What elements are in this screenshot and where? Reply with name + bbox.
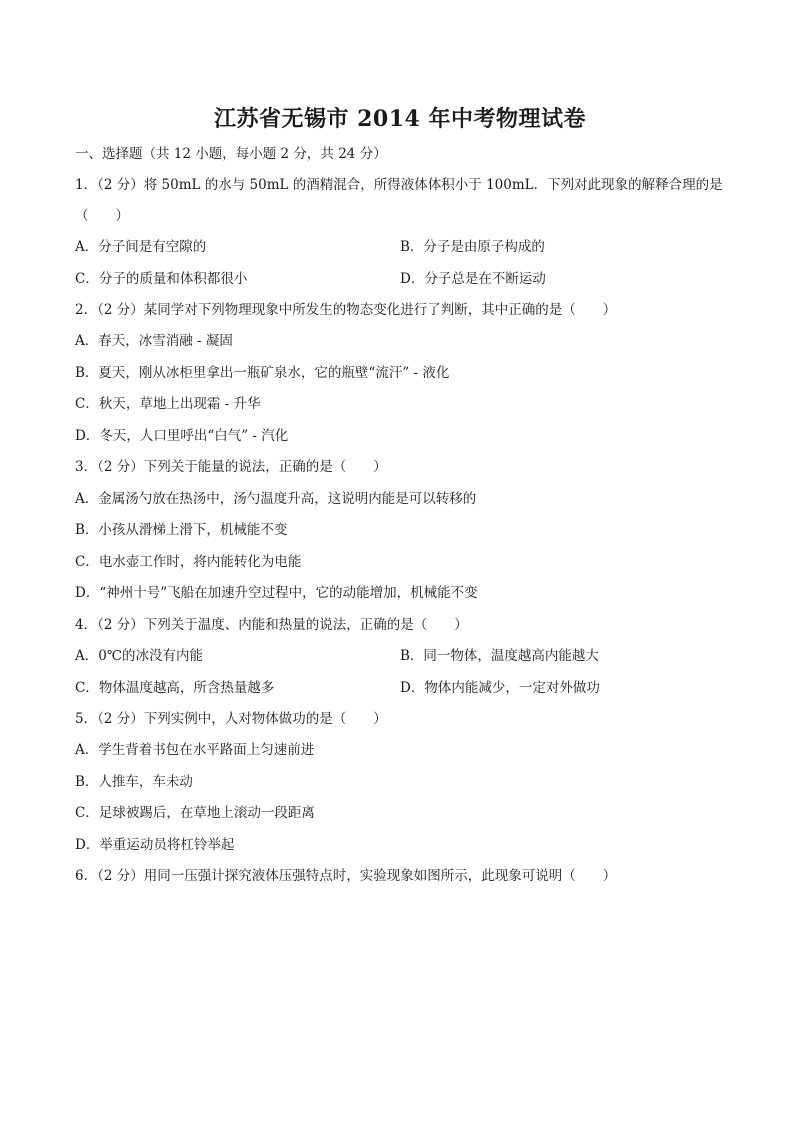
question-4-option-d: D．物体内能减少，一定对外做功 bbox=[400, 680, 600, 696]
question-2-option-a: A．春天，冰雪消融 - 凝固 bbox=[75, 333, 233, 349]
question-2-option-c: C．秋天，草地上出现霜 - 升华 bbox=[75, 396, 261, 412]
question-5-option-c: C．足球被踢后，在草地上滚动一段距离 bbox=[75, 805, 315, 821]
question-3-option-a: A．金属汤勺放在热汤中，汤勺温度升高，这说明内能是可以转移的 bbox=[75, 491, 477, 507]
question-6-stem: 6．（2 分）用同一压强计探究液体压强特点时，实验现象如图所示，此现象可说明（ ） bbox=[75, 868, 617, 884]
question-1-option-c: C．分子的质量和体积都很小 bbox=[75, 271, 248, 287]
question-3-option-b: B．小孩从滑梯上滑下，机械能不变 bbox=[75, 522, 288, 538]
question-4-option-c: C．物体温度越高，所含热量越多 bbox=[75, 680, 275, 696]
question-1-stem: 1．（2 分）将 50mL 的水与 50mL 的酒精混合，所得液体体积小于 100mL．下列对此现象的解释合理的是 bbox=[75, 177, 723, 193]
question-2-stem: 2．（2 分）某同学对下列物理现象中所发生的物态变化进行了判断，其中正确的是（ ） bbox=[75, 302, 617, 318]
question-4-option-b: B．同一物体，温度越高内能越大 bbox=[400, 648, 599, 664]
question-5-stem: 5．（2 分）下列实例中，人对物体做功的是（ ） bbox=[75, 711, 387, 727]
question-4-stem: 4．（2 分）下列关于温度、内能和热量的说法，正确的是（ ） bbox=[75, 617, 468, 633]
question-3-option-d: D．“神州十号”飞船在加速升空过程中，它的动能增加，机械能不变 bbox=[75, 585, 478, 601]
question-2-option-b: B．夏天，刚从冰柜里拿出一瓶矿泉水，它的瓶壁“流汗” - 液化 bbox=[75, 365, 450, 381]
question-1-option-d: D．分子总是在不断运动 bbox=[400, 271, 546, 287]
page-title: 江苏省无锡市 2014 年中考物理试卷 bbox=[213, 106, 587, 132]
section-heading: 一、选择题（共 12 小题，每小题 2 分，共 24 分） bbox=[75, 146, 387, 162]
question-5-option-a: A．学生背着书包在水平路面上匀速前进 bbox=[75, 742, 315, 758]
question-4-option-a: A．0℃的冰没有内能 bbox=[75, 648, 203, 664]
question-1-option-a: A．分子间是有空隙的 bbox=[75, 239, 207, 255]
question-3-stem: 3．（2 分）下列关于能量的说法，正确的是（ ） bbox=[75, 459, 387, 475]
question-5-option-b: B．人推车，车未动 bbox=[75, 774, 193, 790]
question-3-option-c: C．电水壶工作时，将内能转化为电能 bbox=[75, 554, 302, 570]
question-1-stem-continued: （ ） bbox=[75, 208, 129, 224]
question-5-option-d: D．举重运动员将杠铃举起 bbox=[75, 837, 235, 853]
question-1-option-b: B．分子是由原子构成的 bbox=[400, 239, 545, 255]
question-2-option-d: D．冬天，人口里呼出“白气” - 汽化 bbox=[75, 428, 289, 444]
